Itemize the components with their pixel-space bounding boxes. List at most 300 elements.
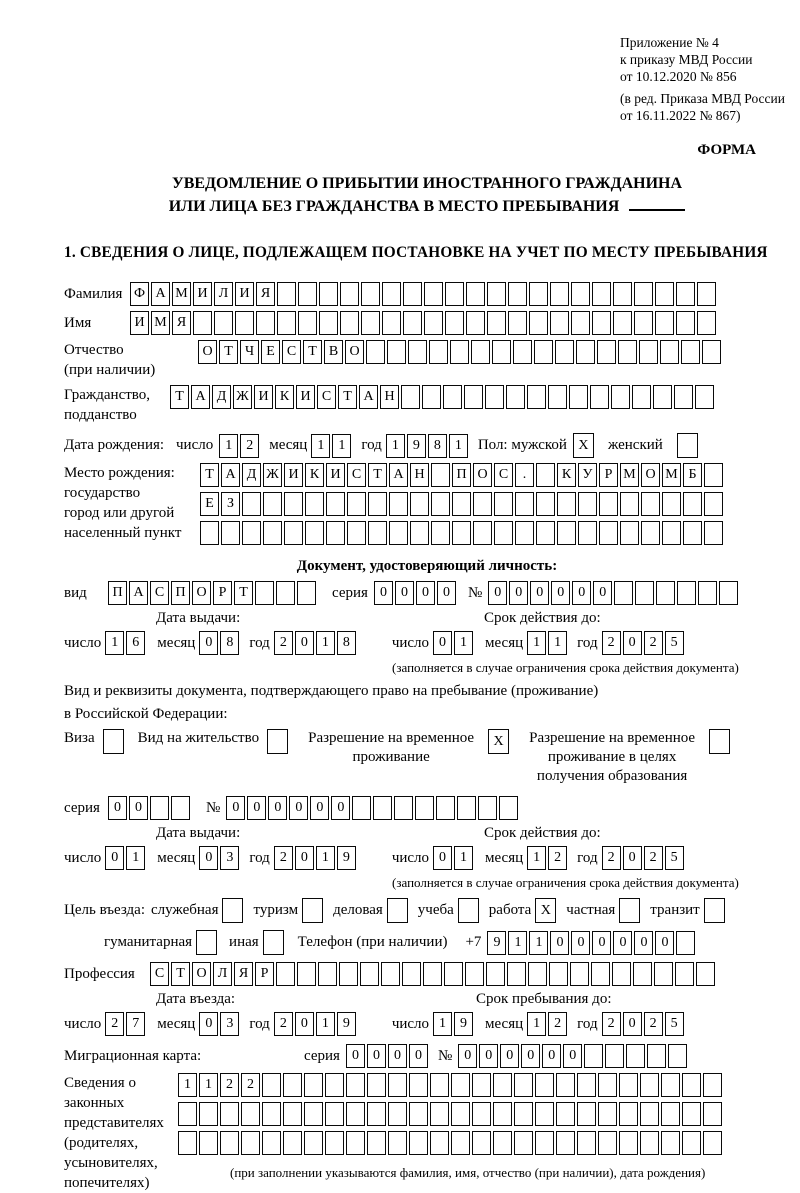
char-cell[interactable] (388, 1102, 407, 1126)
char-cell[interactable] (305, 521, 324, 545)
char-cell[interactable] (319, 311, 338, 335)
char-cell[interactable] (556, 1102, 575, 1126)
char-cell[interactable] (508, 282, 527, 306)
char-cell[interactable]: 1 (527, 631, 546, 655)
char-cell[interactable]: Т (338, 385, 357, 409)
purpose-commercial-checkbox[interactable] (387, 898, 408, 923)
char-cell[interactable] (703, 1073, 722, 1097)
char-cell[interactable] (612, 962, 631, 986)
char-cell[interactable] (410, 521, 429, 545)
char-cell[interactable] (361, 282, 380, 306)
char-cell[interactable] (599, 492, 618, 516)
char-cell[interactable]: Р (213, 581, 232, 605)
char-cell[interactable] (325, 1102, 344, 1126)
char-cell[interactable]: 5 (665, 631, 684, 655)
char-cell[interactable] (430, 1131, 449, 1155)
char-cell[interactable]: 2 (274, 846, 293, 870)
char-cell[interactable] (403, 282, 422, 306)
char-cell[interactable] (613, 282, 632, 306)
char-cell[interactable]: А (389, 463, 408, 487)
char-cell[interactable]: 0 (331, 796, 350, 820)
char-cell[interactable] (529, 311, 548, 335)
char-cell[interactable]: 0 (458, 1044, 477, 1068)
char-cell[interactable]: 1 (433, 1012, 452, 1036)
char-cell[interactable] (697, 311, 716, 335)
char-cell[interactable] (388, 1131, 407, 1155)
char-cell[interactable] (577, 1131, 596, 1155)
char-cell[interactable]: П (171, 581, 190, 605)
char-cell[interactable] (178, 1131, 197, 1155)
char-cell[interactable]: А (191, 385, 210, 409)
char-cell[interactable] (283, 1102, 302, 1126)
char-cell[interactable] (557, 521, 576, 545)
char-cell[interactable]: 2 (220, 1073, 239, 1097)
char-cell[interactable] (478, 796, 497, 820)
char-cell[interactable] (409, 1073, 428, 1097)
char-cell[interactable] (632, 385, 651, 409)
char-cell[interactable] (576, 340, 595, 364)
char-cell[interactable]: 8 (337, 631, 356, 655)
char-cell[interactable]: 3 (220, 1012, 239, 1036)
char-cell[interactable] (515, 492, 534, 516)
char-cell[interactable] (471, 340, 490, 364)
char-cell[interactable]: У (578, 463, 597, 487)
char-cell[interactable] (424, 282, 443, 306)
char-cell[interactable]: 1 (386, 434, 405, 458)
char-cell[interactable]: 0 (550, 931, 569, 955)
char-cell[interactable] (366, 340, 385, 364)
char-cell[interactable] (634, 311, 653, 335)
char-cell[interactable] (704, 463, 723, 487)
residence-permit-checkbox[interactable] (267, 729, 288, 754)
char-cell[interactable]: Н (380, 385, 399, 409)
char-cell[interactable]: 0 (295, 846, 314, 870)
char-cell[interactable] (660, 340, 679, 364)
char-cell[interactable] (703, 1102, 722, 1126)
char-cell[interactable] (304, 1102, 323, 1126)
char-cell[interactable]: 1 (454, 631, 473, 655)
char-cell[interactable] (487, 311, 506, 335)
char-cell[interactable] (620, 492, 639, 516)
char-cell[interactable] (661, 1131, 680, 1155)
char-cell[interactable] (178, 1102, 197, 1126)
char-cell[interactable]: 2 (274, 631, 293, 655)
char-cell[interactable] (451, 1102, 470, 1126)
char-cell[interactable]: 0 (395, 581, 414, 605)
char-cell[interactable]: . (515, 463, 534, 487)
char-cell[interactable] (494, 492, 513, 516)
char-cell[interactable]: 1 (105, 631, 124, 655)
char-cell[interactable]: О (192, 581, 211, 605)
char-cell[interactable]: 1 (508, 931, 527, 955)
char-cell[interactable] (681, 340, 700, 364)
char-cell[interactable]: 1 (332, 434, 351, 458)
char-cell[interactable] (662, 521, 681, 545)
char-cell[interactable]: 2 (241, 1073, 260, 1097)
char-cell[interactable] (493, 1131, 512, 1155)
char-cell[interactable]: Ж (263, 463, 282, 487)
char-cell[interactable]: 1 (527, 1012, 546, 1036)
char-cell[interactable] (199, 1102, 218, 1126)
char-cell[interactable]: 8 (428, 434, 447, 458)
purpose-tourism-checkbox[interactable] (302, 898, 323, 923)
char-cell[interactable] (445, 311, 464, 335)
char-cell[interactable]: 1 (316, 1012, 335, 1036)
char-cell[interactable]: С (494, 463, 513, 487)
char-cell[interactable] (577, 1102, 596, 1126)
sex-female-checkbox[interactable] (677, 433, 698, 458)
char-cell[interactable] (284, 521, 303, 545)
char-cell[interactable]: З (221, 492, 240, 516)
char-cell[interactable]: 1 (219, 434, 238, 458)
char-cell[interactable] (578, 521, 597, 545)
char-cell[interactable] (550, 311, 569, 335)
char-cell[interactable]: 3 (220, 846, 239, 870)
education-residence-permit-checkbox[interactable] (709, 729, 730, 754)
char-cell[interactable]: 0 (634, 931, 653, 955)
char-cell[interactable]: 9 (454, 1012, 473, 1036)
char-cell[interactable] (431, 463, 450, 487)
char-cell[interactable] (591, 962, 610, 986)
char-cell[interactable] (220, 1102, 239, 1126)
purpose-private-checkbox[interactable] (619, 898, 640, 923)
char-cell[interactable]: 0 (129, 796, 148, 820)
purpose-work-checkbox[interactable]: X (535, 898, 556, 923)
char-cell[interactable] (675, 962, 694, 986)
char-cell[interactable] (339, 962, 358, 986)
char-cell[interactable] (276, 581, 295, 605)
char-cell[interactable]: К (305, 463, 324, 487)
char-cell[interactable] (506, 385, 525, 409)
char-cell[interactable] (429, 340, 448, 364)
char-cell[interactable] (641, 492, 660, 516)
char-cell[interactable] (571, 311, 590, 335)
char-cell[interactable]: 0 (509, 581, 528, 605)
char-cell[interactable] (382, 282, 401, 306)
char-cell[interactable]: А (359, 385, 378, 409)
char-cell[interactable] (682, 1073, 701, 1097)
char-cell[interactable] (171, 796, 190, 820)
char-cell[interactable]: С (150, 962, 169, 986)
char-cell[interactable]: 1 (316, 631, 335, 655)
char-cell[interactable] (408, 340, 427, 364)
char-cell[interactable]: 0 (433, 631, 452, 655)
char-cell[interactable] (641, 521, 660, 545)
char-cell[interactable] (683, 521, 702, 545)
char-cell[interactable] (555, 340, 574, 364)
char-cell[interactable] (590, 385, 609, 409)
char-cell[interactable] (284, 492, 303, 516)
char-cell[interactable] (325, 1131, 344, 1155)
char-cell[interactable] (597, 340, 616, 364)
char-cell[interactable]: О (192, 962, 211, 986)
char-cell[interactable] (613, 311, 632, 335)
char-cell[interactable] (598, 1131, 617, 1155)
char-cell[interactable] (598, 1102, 617, 1126)
char-cell[interactable] (472, 1073, 491, 1097)
char-cell[interactable] (683, 492, 702, 516)
char-cell[interactable] (535, 1073, 554, 1097)
char-cell[interactable] (536, 521, 555, 545)
char-cell[interactable] (436, 796, 455, 820)
char-cell[interactable]: 2 (548, 1012, 567, 1036)
char-cell[interactable]: 1 (529, 931, 548, 955)
char-cell[interactable] (304, 1131, 323, 1155)
char-cell[interactable] (514, 1073, 533, 1097)
char-cell[interactable] (346, 1131, 365, 1155)
char-cell[interactable] (668, 1044, 687, 1068)
char-cell[interactable] (472, 1102, 491, 1126)
char-cell[interactable] (326, 492, 345, 516)
char-cell[interactable] (570, 962, 589, 986)
char-cell[interactable] (318, 962, 337, 986)
char-cell[interactable] (220, 1131, 239, 1155)
char-cell[interactable] (298, 282, 317, 306)
char-cell[interactable]: 0 (310, 796, 329, 820)
char-cell[interactable] (703, 1131, 722, 1155)
char-cell[interactable] (536, 463, 555, 487)
char-cell[interactable] (633, 962, 652, 986)
char-cell[interactable] (698, 581, 717, 605)
char-cell[interactable]: 0 (199, 631, 218, 655)
char-cell[interactable] (387, 340, 406, 364)
char-cell[interactable] (368, 521, 387, 545)
char-cell[interactable]: Т (200, 463, 219, 487)
char-cell[interactable] (241, 1131, 260, 1155)
char-cell[interactable] (451, 1131, 470, 1155)
char-cell[interactable] (653, 385, 672, 409)
char-cell[interactable]: 2 (644, 846, 663, 870)
char-cell[interactable] (662, 492, 681, 516)
char-cell[interactable]: И (193, 282, 212, 306)
char-cell[interactable] (640, 1102, 659, 1126)
char-cell[interactable] (276, 962, 295, 986)
char-cell[interactable]: 9 (407, 434, 426, 458)
char-cell[interactable]: М (172, 282, 191, 306)
char-cell[interactable]: 0 (247, 796, 266, 820)
char-cell[interactable] (557, 492, 576, 516)
char-cell[interactable] (556, 1073, 575, 1097)
char-cell[interactable] (528, 962, 547, 986)
char-cell[interactable]: 0 (437, 581, 456, 605)
char-cell[interactable] (635, 581, 654, 605)
char-cell[interactable] (697, 282, 716, 306)
char-cell[interactable] (360, 962, 379, 986)
char-cell[interactable] (347, 521, 366, 545)
char-cell[interactable]: 5 (665, 846, 684, 870)
char-cell[interactable] (473, 521, 492, 545)
char-cell[interactable]: С (150, 581, 169, 605)
char-cell[interactable] (548, 385, 567, 409)
char-cell[interactable] (647, 1044, 666, 1068)
char-cell[interactable] (242, 521, 261, 545)
char-cell[interactable]: И (326, 463, 345, 487)
char-cell[interactable]: Р (255, 962, 274, 986)
char-cell[interactable]: 0 (563, 1044, 582, 1068)
char-cell[interactable] (556, 1131, 575, 1155)
char-cell[interactable]: 0 (530, 581, 549, 605)
char-cell[interactable] (452, 492, 471, 516)
char-cell[interactable] (682, 1131, 701, 1155)
char-cell[interactable]: М (620, 463, 639, 487)
char-cell[interactable]: 2 (644, 631, 663, 655)
char-cell[interactable] (598, 1073, 617, 1097)
char-cell[interactable]: 6 (126, 631, 145, 655)
char-cell[interactable]: Т (170, 385, 189, 409)
char-cell[interactable]: 0 (367, 1044, 386, 1068)
char-cell[interactable] (618, 340, 637, 364)
char-cell[interactable] (578, 492, 597, 516)
char-cell[interactable]: 9 (337, 1012, 356, 1036)
char-cell[interactable] (242, 492, 261, 516)
char-cell[interactable]: Т (234, 581, 253, 605)
char-cell[interactable] (263, 521, 282, 545)
char-cell[interactable] (611, 385, 630, 409)
char-cell[interactable]: 0 (295, 631, 314, 655)
char-cell[interactable] (676, 931, 695, 955)
char-cell[interactable] (466, 311, 485, 335)
char-cell[interactable]: Е (200, 492, 219, 516)
char-cell[interactable]: П (108, 581, 127, 605)
char-cell[interactable]: Л (214, 282, 233, 306)
char-cell[interactable]: 2 (644, 1012, 663, 1036)
char-cell[interactable]: 0 (374, 581, 393, 605)
char-cell[interactable]: 0 (571, 931, 590, 955)
char-cell[interactable] (423, 962, 442, 986)
char-cell[interactable] (450, 340, 469, 364)
char-cell[interactable]: 2 (602, 1012, 621, 1036)
char-cell[interactable] (431, 521, 450, 545)
char-cell[interactable]: 9 (487, 931, 506, 955)
sex-male-checkbox[interactable]: X (573, 433, 594, 458)
char-cell[interactable]: 2 (548, 846, 567, 870)
char-cell[interactable]: Я (172, 311, 191, 335)
purpose-business-checkbox[interactable] (222, 898, 243, 923)
char-cell[interactable]: 2 (274, 1012, 293, 1036)
char-cell[interactable] (443, 385, 462, 409)
char-cell[interactable]: Н (410, 463, 429, 487)
purpose-humanitarian-checkbox[interactable] (196, 930, 217, 955)
char-cell[interactable] (619, 1073, 638, 1097)
char-cell[interactable] (263, 492, 282, 516)
char-cell[interactable]: 2 (105, 1012, 124, 1036)
char-cell[interactable]: 1 (126, 846, 145, 870)
char-cell[interactable] (464, 385, 483, 409)
char-cell[interactable] (571, 282, 590, 306)
char-cell[interactable] (584, 1044, 603, 1068)
char-cell[interactable]: Б (683, 463, 702, 487)
char-cell[interactable] (352, 796, 371, 820)
char-cell[interactable] (535, 1131, 554, 1155)
char-cell[interactable] (235, 311, 254, 335)
char-cell[interactable] (409, 1102, 428, 1126)
char-cell[interactable] (486, 962, 505, 986)
char-cell[interactable]: 0 (593, 581, 612, 605)
char-cell[interactable] (305, 492, 324, 516)
char-cell[interactable]: 7 (126, 1012, 145, 1036)
char-cell[interactable] (640, 1131, 659, 1155)
char-cell[interactable]: 0 (613, 931, 632, 955)
char-cell[interactable] (569, 385, 588, 409)
char-cell[interactable]: Т (171, 962, 190, 986)
char-cell[interactable]: К (275, 385, 294, 409)
char-cell[interactable] (661, 1073, 680, 1097)
purpose-study-checkbox[interactable] (458, 898, 479, 923)
char-cell[interactable]: 1 (311, 434, 330, 458)
char-cell[interactable] (297, 581, 316, 605)
char-cell[interactable] (367, 1073, 386, 1097)
char-cell[interactable] (283, 1131, 302, 1155)
char-cell[interactable]: 0 (551, 581, 570, 605)
char-cell[interactable]: Е (261, 340, 280, 364)
char-cell[interactable] (605, 1044, 624, 1068)
char-cell[interactable] (200, 521, 219, 545)
char-cell[interactable] (656, 581, 675, 605)
char-cell[interactable] (704, 492, 723, 516)
char-cell[interactable]: М (662, 463, 681, 487)
char-cell[interactable]: О (198, 340, 217, 364)
char-cell[interactable] (654, 962, 673, 986)
char-cell[interactable] (410, 492, 429, 516)
char-cell[interactable] (389, 521, 408, 545)
char-cell[interactable] (319, 282, 338, 306)
char-cell[interactable] (451, 1073, 470, 1097)
char-cell[interactable]: С (282, 340, 301, 364)
char-cell[interactable]: О (641, 463, 660, 487)
char-cell[interactable] (262, 1131, 281, 1155)
char-cell[interactable] (424, 311, 443, 335)
char-cell[interactable]: 0 (623, 1012, 642, 1036)
char-cell[interactable] (346, 1073, 365, 1097)
char-cell[interactable]: К (557, 463, 576, 487)
char-cell[interactable] (325, 1073, 344, 1097)
char-cell[interactable] (277, 311, 296, 335)
char-cell[interactable]: 0 (289, 796, 308, 820)
char-cell[interactable]: Р (599, 463, 618, 487)
char-cell[interactable] (661, 1102, 680, 1126)
char-cell[interactable]: И (254, 385, 273, 409)
char-cell[interactable]: 0 (623, 631, 642, 655)
char-cell[interactable]: 0 (572, 581, 591, 605)
char-cell[interactable] (221, 521, 240, 545)
purpose-other-checkbox[interactable] (263, 930, 284, 955)
char-cell[interactable] (367, 1131, 386, 1155)
char-cell[interactable] (214, 311, 233, 335)
char-cell[interactable] (394, 796, 413, 820)
char-cell[interactable] (457, 796, 476, 820)
char-cell[interactable] (550, 282, 569, 306)
char-cell[interactable]: Д (242, 463, 261, 487)
char-cell[interactable] (614, 581, 633, 605)
char-cell[interactable] (619, 1102, 638, 1126)
char-cell[interactable]: 0 (388, 1044, 407, 1068)
char-cell[interactable] (388, 1073, 407, 1097)
char-cell[interactable] (430, 1102, 449, 1126)
char-cell[interactable]: О (345, 340, 364, 364)
char-cell[interactable] (403, 311, 422, 335)
char-cell[interactable] (493, 1102, 512, 1126)
char-cell[interactable]: 0 (199, 1012, 218, 1036)
char-cell[interactable]: 0 (479, 1044, 498, 1068)
char-cell[interactable]: И (296, 385, 315, 409)
char-cell[interactable] (381, 962, 400, 986)
char-cell[interactable]: А (151, 282, 170, 306)
char-cell[interactable]: С (317, 385, 336, 409)
char-cell[interactable]: С (347, 463, 366, 487)
char-cell[interactable] (702, 340, 721, 364)
char-cell[interactable] (422, 385, 441, 409)
char-cell[interactable]: Л (213, 962, 232, 986)
